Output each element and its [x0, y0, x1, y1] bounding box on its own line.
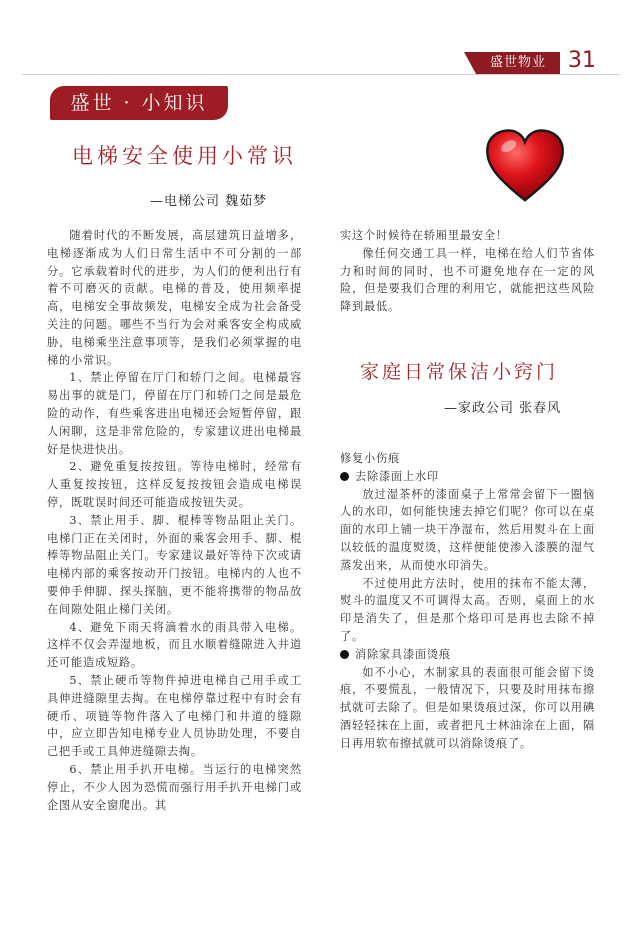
- paragraph: 不过使用此方法时，使用的抹布不能太薄，熨斗的温度又不可调得太高。否则，桌面上的水印是消失了，但是那个烙印可是再也去除不掉了。: [340, 576, 595, 643]
- heart-icon: [484, 128, 566, 206]
- paragraph: 3、禁止用手、脚、棍棒等物品阻止关门。电梯门正在关闭时，外面的乘客会用手、脚、棍棒等物品阻止关门。专家建议最好等待下次或请电梯内部的乘客按动开门按钮。电梯内的人也不要伸手伸脚、探头探脑，更不能将携带的物品放在间隙处阻止梯门关闭。: [47, 513, 302, 616]
- paragraph: 实这个时候待在轿厢里最安全！: [340, 229, 508, 242]
- article-title-cleaning: 家庭日常保洁小窍门: [360, 361, 559, 383]
- subheading: 修复小伤痕: [340, 452, 400, 465]
- bullet-icon: [340, 472, 349, 481]
- header-section-tag: 盛世物业: [476, 52, 560, 74]
- paragraph: 5、禁止硬币等物件掉进电梯自己用手或工具伸进缝隙里去掏。在电梯停靠过程中有时会有硬币、项链等物件落入了电梯门和井道的缝隙中，应立即告知电梯专业人员协助处理，不要自己把手或工具伸进缝隙去掏。: [47, 673, 302, 759]
- article-title-elevator: 电梯安全使用小常识: [72, 144, 297, 168]
- article-elevator-column-1: [47, 227, 302, 814]
- paragraph: 如不小心，木制家具的表面很可能会留下烫痕，不要慌乱，一般情况下，只要及时用抹布擦拭就可去除了。但是如果烫痕过深，你可以用碘酒轻轻抹在上面，或者把凡士林油涂在上面，隔日再用软布擦拭就可以消除烫痕了。: [340, 665, 595, 750]
- paragraph: 随着时代的不断发展，高层建筑日益增多，电梯逐渐成为人们日常生活中不可分割的一部分。它承载着时代的进步，为人们的便利出行有着不可磨灭的贡献。电梯的普及，使用频率提高，电梯安全事故频发，电梯安全成为社会备受关注的问题。哪些不当行为会对乘客安全构成威胁，电梯乘坐注意事项等，是我们必须掌握的电梯的小常识。: [47, 229, 302, 367]
- paragraph: 1、禁止停留在厅门和轿门之间。电梯最容易出事的就是门，停留在厅门和轿门之间是最危险的动作，有些乘客进出电梯还会短暂停留，跟人闲聊，这是非常危险的，专家建议进出电梯最好是快进快出。: [47, 371, 302, 456]
- page-number: 31: [568, 48, 596, 73]
- paragraph: 2、避免重复按按钮。等待电梯时，经常有人重复按按钮，这样反复按按钮会造成电梯误停，既耽误时间还可能造成按钮失灵。: [47, 460, 302, 509]
- paragraph: 放过湿茶杯的漆面桌子上常常会留下一圈恼人的水印，如何能快速去掉它们呢？你可以在桌面的水印上铺一块干净湿布，然后用熨斗在上面以较低的温度熨烫，这样便能使渗入漆膜的湿气蒸发出来，从而使水印消失。: [340, 487, 595, 572]
- paragraph: 4、避免下雨天将滴着水的雨具带入电梯。这样不仅会弄湿地板，而且水顺着缝隙进入井道还可能造成短路。: [47, 620, 302, 670]
- article-byline-cleaning: —家政公司 张春风: [444, 401, 562, 416]
- article-cleaning-body: [340, 450, 595, 753]
- section-banner: 盛世 · 小知识: [50, 86, 228, 120]
- list-item-heading: 去除漆面上水印: [340, 468, 595, 486]
- article-elevator-column-2: [340, 227, 595, 316]
- paragraph: 6、禁止用手扒开电梯。当运行的电梯突然停止，不少人因为恐慌而强行用手扒开电梯门或企图从安全窗爬出。其: [47, 762, 302, 812]
- header-divider: [22, 74, 620, 75]
- paragraph: 像任何交通工具一样，电梯在给人们节省体力和时间的同时，也不可避免地存在一定的风险，但是要我们合理的利用它，就能把这些风险降到最低。: [340, 246, 595, 314]
- bullet-icon: [340, 650, 349, 659]
- list-item-heading: 消除家具漆面烫痕: [340, 646, 595, 664]
- article-byline-elevator: —电梯公司 魏茹梦: [150, 194, 268, 209]
